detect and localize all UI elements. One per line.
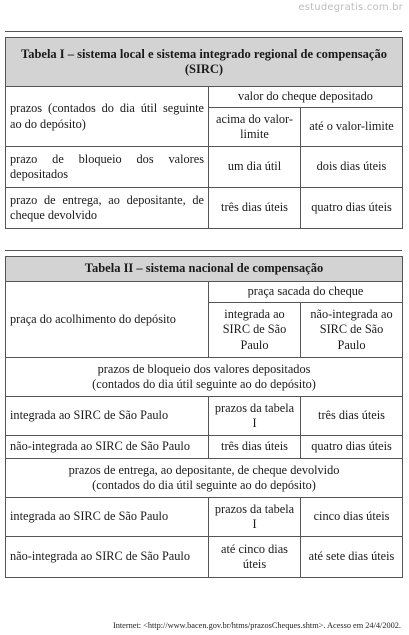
cell-value: três dias úteis — [209, 436, 301, 459]
table-2-header-group: praça sacada do cheque — [209, 282, 403, 303]
table-2-row-label: praça do acolhimento do depósito — [6, 282, 209, 358]
table-1-col2: até o valor-limite — [301, 108, 403, 147]
site-watermark: estudegratis.com.br — [298, 2, 403, 13]
table-row — [6, 436, 403, 459]
middle-divider — [5, 250, 402, 251]
table-2-col1: integrada ao SIRC de São Paulo — [209, 303, 301, 358]
table-1 — [5, 37, 403, 229]
cell-value: prazos da tabela I — [209, 498, 301, 537]
table-section-header — [6, 358, 403, 397]
row-label: integrada ao SIRC de São Paulo — [6, 397, 209, 436]
table-2-title: Tabela II – sistema nacional de compensação — [6, 257, 403, 282]
table-2-col2: não-integrada ao SIRC de São Paulo — [301, 303, 403, 358]
table-2-title-row — [6, 257, 403, 282]
row-label: integrada ao SIRC de São Paulo — [6, 498, 209, 537]
table-1-col1: acima do valor-limite — [209, 108, 301, 147]
cell-value: quatro dias úteis — [301, 188, 403, 229]
table-row — [6, 537, 403, 578]
section-1-header — [6, 358, 403, 397]
table-1-title-row — [6, 38, 403, 87]
table-2 — [5, 256, 403, 578]
table-row — [6, 188, 403, 229]
table-row — [6, 147, 403, 188]
row-label: não-integrada ao SIRC de São Paulo — [6, 537, 209, 578]
cell-value: um dia útil — [209, 147, 301, 188]
cell-value: até cinco dias úteis — [209, 537, 301, 578]
cell-value: três dias úteis — [301, 397, 403, 436]
cell-value: quatro dias úteis — [301, 436, 403, 459]
section-1-subtitle: (contados do dia útil seguinte ao do depósito) — [92, 377, 316, 391]
section-2-header — [6, 459, 403, 498]
row-label: prazo de entrega, ao depositante, de cheque devolvido — [6, 188, 209, 229]
table-row — [6, 87, 403, 108]
top-divider — [5, 31, 402, 32]
row-label: não-integrada ao SIRC de São Paulo — [6, 436, 209, 459]
row-label: prazo de bloqueio dos valores depositados — [6, 147, 209, 188]
table-section-header — [6, 459, 403, 498]
table-1-header-group: valor do cheque depositado — [209, 87, 403, 108]
cell-value: até sete dias úteis — [301, 537, 403, 578]
section-2-title: prazos de entrega, ao depositante, de cheque devolvido — [68, 462, 340, 477]
section-2-subtitle: (contados do dia útil seguinte ao do depósito) — [92, 478, 316, 492]
table-1-title: Tabela I – sistema local e sistema integrado regional de compensação (SIRC) — [6, 38, 403, 87]
cell-value: três dias úteis — [209, 188, 301, 229]
cell-value: dois dias úteis — [301, 147, 403, 188]
table-row — [6, 498, 403, 537]
table-1-row-label: prazos (contados do dia útil seguinte ao do depósito) — [6, 87, 209, 147]
source-caption: Internet: <http://www.bacen.gov.br/htms/prazosCheques.shtm>. Acesso em 24/4/2002. — [112, 621, 401, 630]
table-row — [6, 397, 403, 436]
cell-value: cinco dias úteis — [301, 498, 403, 537]
section-1-title: prazos de bloqueio dos valores depositados — [97, 361, 311, 376]
cell-value: prazos da tabela I — [209, 397, 301, 436]
table-row — [6, 282, 403, 303]
